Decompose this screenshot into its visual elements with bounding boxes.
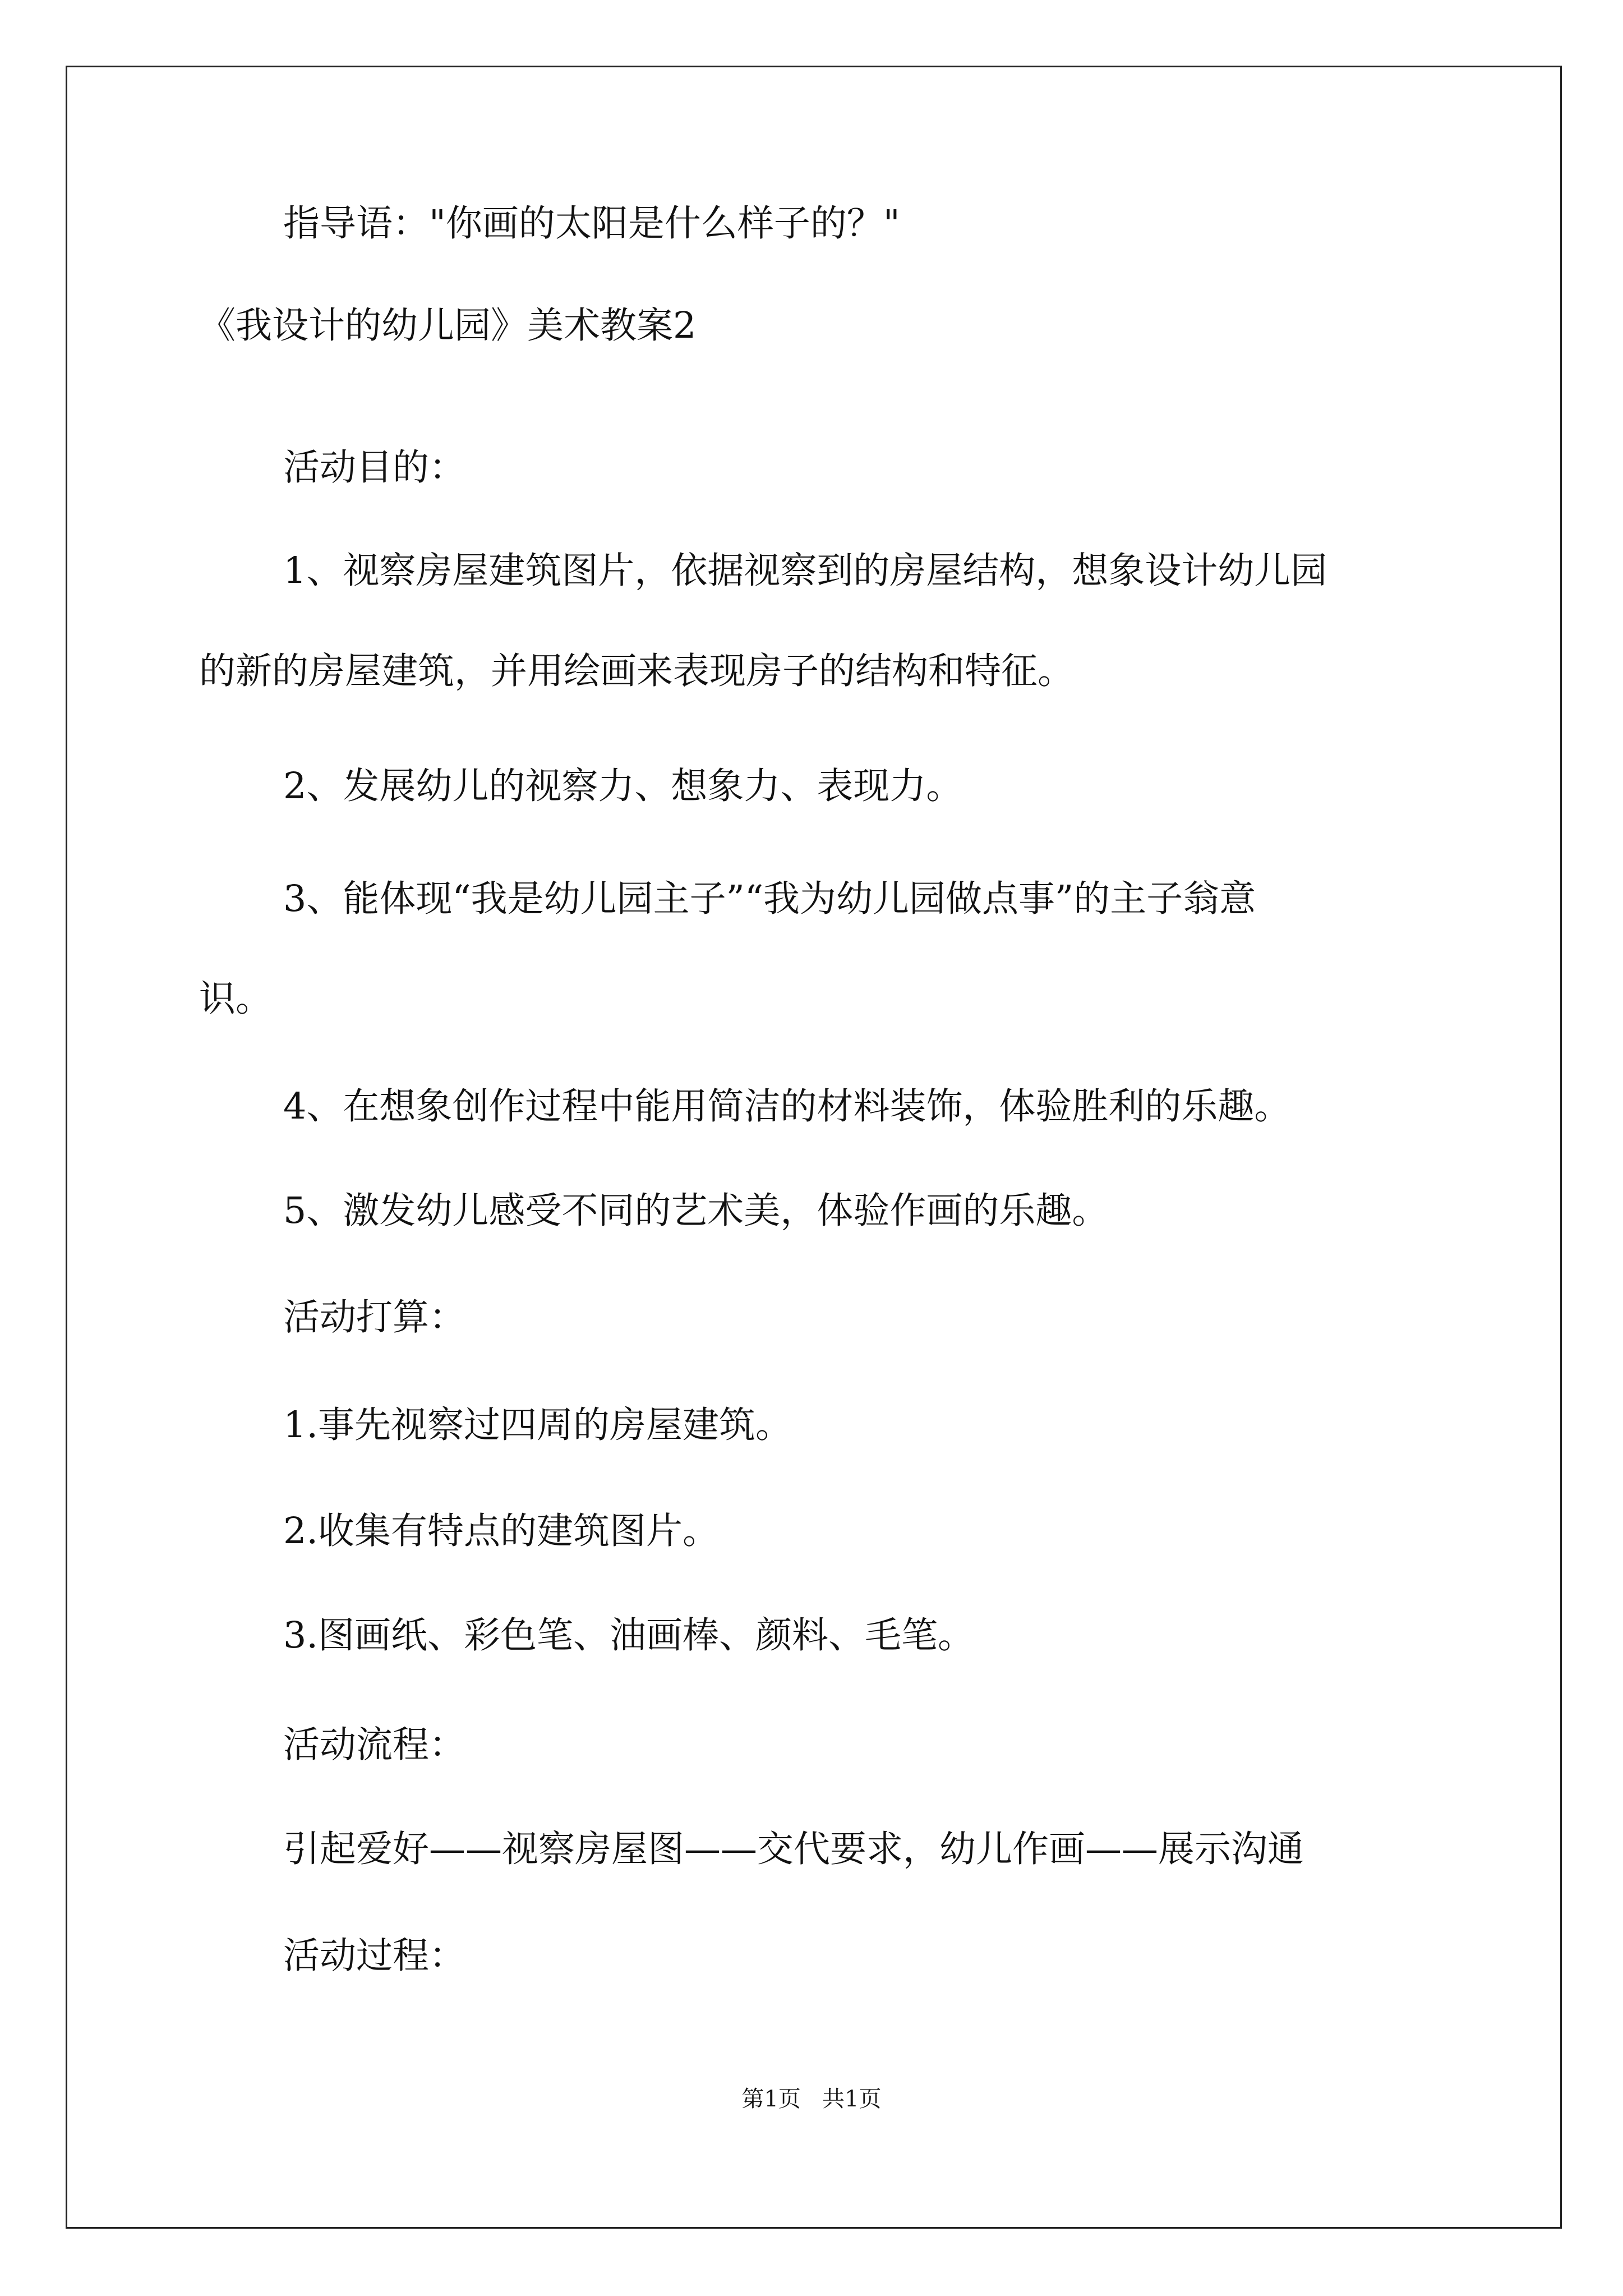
goal-1-line-1: 1、视察房屋建筑图片，依据视察到的房屋结构，想象设计幼儿园 [283,550,1327,592]
heading-goals: 活动目的： [283,447,466,489]
goal-3-line-2: 识。 [199,978,273,1020]
heading-process: 活动过程： [283,1935,466,1977]
prep-3: 3.图画纸、彩色笔、油画棒、颜料、毛笔。 [283,1614,975,1657]
page-number-footer: 第1页 共1页 [741,2086,882,2112]
prep-1: 1.事先视察过四周的房屋建筑。 [283,1404,792,1446]
heading-flow: 活动流程： [283,1724,466,1766]
section-title: 《我设计的幼儿园》美术教案2 [199,305,697,347]
flow-steps: 引起爱好——视察房屋图——交代要求，幼儿作画——展示沟通 [283,1828,1304,1870]
goal-2: 2、发展幼儿的视察力、想象力、表现力。 [283,765,963,807]
goal-4: 4、在想象创作过程中能用简洁的材料装饰，体验胜利的乐趣。 [283,1085,1291,1128]
page-border [66,66,1562,2229]
prep-2: 2.收集有特点的建筑图片。 [283,1510,720,1552]
goal-1-line-2: 的新的房屋建筑，并用绘画来表现房子的结构和特征。 [199,650,1075,692]
goal-3-line-1: 3、能体现“我是幼儿园主子”“我为幼儿园做点事”的主子翁意 [283,878,1256,920]
heading-preparation: 活动打算： [283,1296,466,1338]
guide-question: 指导语："你画的太阳是什么样子的？" [283,203,900,245]
goal-5: 5、激发幼儿感受不同的艺术美，体验作画的乐趣。 [283,1190,1109,1232]
